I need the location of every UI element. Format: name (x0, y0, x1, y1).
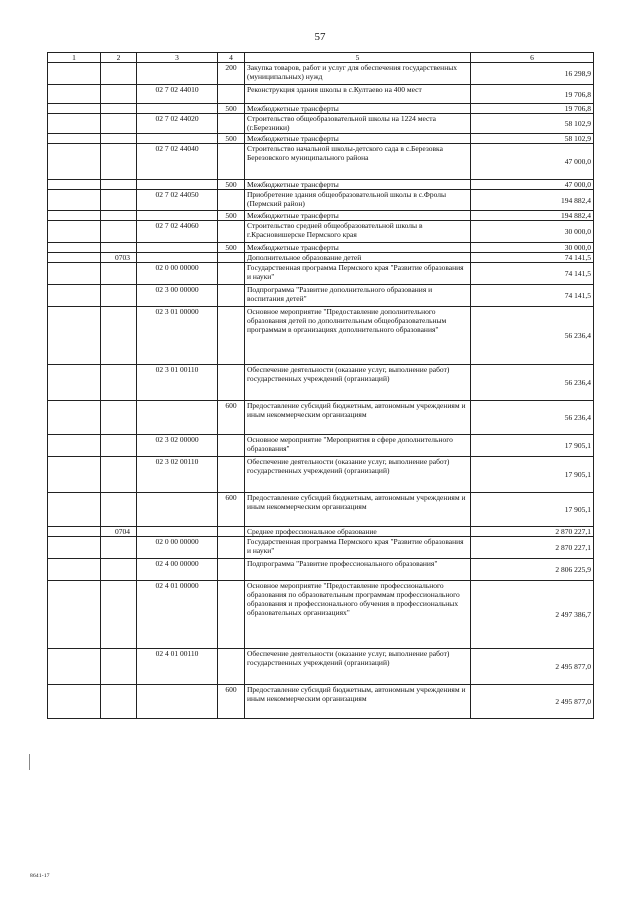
section-code-cell (101, 190, 137, 211)
expense-type-cell (218, 114, 245, 134)
section-code-cell (101, 211, 137, 221)
table-row (48, 263, 594, 285)
amount-cell: 194 882,4 (471, 211, 594, 221)
target-article-cell: 02 0 00 00000 (137, 263, 218, 285)
table-row (48, 221, 594, 243)
description-cell: Закупка товаров, работ и услуг для обеспечения государственных (муниципальных) нужд (245, 63, 471, 85)
description-cell: Предоставление субсидий бюджетным, автономным учреждениям и иным некоммерческим организациям (245, 401, 471, 435)
col-1-cell (48, 435, 101, 457)
section-code-cell (101, 104, 137, 114)
target-article-cell (137, 243, 218, 253)
target-article-cell: 02 3 02 00110 (137, 457, 218, 493)
expense-type-cell (218, 435, 245, 457)
target-article-cell: 02 7 02 44010 (137, 85, 218, 104)
amount-cell: 30 000,0 (471, 243, 594, 253)
col-1-cell (48, 537, 101, 559)
expense-type-cell (218, 253, 245, 263)
section-code-cell (101, 243, 137, 253)
table-row (48, 307, 594, 365)
section-code-cell (101, 263, 137, 285)
col-1-cell (48, 649, 101, 685)
amount-cell: 47 000,0 (471, 180, 594, 190)
target-article-cell (137, 685, 218, 719)
description-cell: Среднее профессиональное образование (245, 527, 471, 537)
section-code-cell (101, 493, 137, 527)
table-row (48, 134, 594, 144)
amount-cell: 2 497 386,7 (471, 581, 594, 649)
description-cell: Обеспечение деятельности (оказание услуг, выполнение работ) государственных учреждений (организаций) (245, 365, 471, 401)
expense-type-cell: 500 (218, 180, 245, 190)
col-1-cell (48, 527, 101, 537)
col-1-cell (48, 144, 101, 180)
table-row (48, 457, 594, 493)
table-row (48, 243, 594, 253)
expense-type-cell (218, 263, 245, 285)
description-cell: Государственная программа Пермского края "Развитие образования и науки" (245, 263, 471, 285)
expense-type-cell: 600 (218, 401, 245, 435)
table-row (48, 559, 594, 581)
section-code-cell (101, 144, 137, 180)
amount-cell: 2 870 227,1 (471, 537, 594, 559)
table-row (48, 527, 594, 537)
amount-cell: 58 102,9 (471, 114, 594, 134)
col-1-cell (48, 211, 101, 221)
target-article-cell (137, 63, 218, 85)
amount-cell: 194 882,4 (471, 190, 594, 211)
col-1-cell (48, 180, 101, 190)
col-1-cell (48, 263, 101, 285)
col-1-cell (48, 365, 101, 401)
target-article-cell: 02 7 02 44040 (137, 144, 218, 180)
description-cell: Строительство средней общеобразовательной школы в г.Красновишерске Пермского края (245, 221, 471, 243)
target-article-cell: 02 4 00 00000 (137, 559, 218, 581)
section-code-cell (101, 685, 137, 719)
table-row (48, 190, 594, 211)
target-article-cell (137, 134, 218, 144)
table-row (48, 435, 594, 457)
description-cell: Дополнительное образование детей (245, 253, 471, 263)
col-1-cell (48, 493, 101, 527)
expense-type-cell (218, 190, 245, 211)
section-code-cell: 0703 (101, 253, 137, 263)
section-code-cell (101, 285, 137, 307)
amount-cell: 56 236,4 (471, 401, 594, 435)
target-article-cell (137, 527, 218, 537)
description-cell: Строительство начальной школы-детского сада в с.Березовка Березовского муниципального района (245, 144, 471, 180)
table-row (48, 104, 594, 114)
section-code-cell (101, 365, 137, 401)
target-article-cell (137, 104, 218, 114)
description-cell: Обеспечение деятельности (оказание услуг, выполнение работ) государственных учреждений (организаций) (245, 649, 471, 685)
header-col-4: 4 (218, 53, 245, 63)
target-article-cell (137, 180, 218, 190)
amount-cell: 17 905,1 (471, 493, 594, 527)
section-code-cell (101, 581, 137, 649)
description-cell: Государственная программа Пермского края "Развитие образования и науки" (245, 537, 471, 559)
table-row (48, 211, 594, 221)
header-row (48, 53, 594, 63)
target-article-cell: 02 3 01 00110 (137, 365, 218, 401)
target-article-cell (137, 493, 218, 527)
margin-mark (29, 754, 30, 770)
expense-type-cell (218, 144, 245, 180)
table-row (48, 180, 594, 190)
table-row (48, 144, 594, 180)
description-cell: Основное мероприятие "Предоставление дополнительного образования детей по дополнительным общеобразовательным программам в организациях дополнительного образования" (245, 307, 471, 365)
col-1-cell (48, 134, 101, 144)
description-cell: Реконструкция здания школы в с.Култаево на 400 мест (245, 85, 471, 104)
table-row (48, 114, 594, 134)
amount-cell: 58 102,9 (471, 134, 594, 144)
amount-cell: 74 141,5 (471, 285, 594, 307)
table-row (48, 685, 594, 719)
expense-type-cell: 200 (218, 63, 245, 85)
table-row (48, 649, 594, 685)
table-row (48, 63, 594, 85)
section-code-cell (101, 435, 137, 457)
target-article-cell (137, 211, 218, 221)
expense-type-cell: 500 (218, 134, 245, 144)
expense-type-cell (218, 221, 245, 243)
table-row (48, 537, 594, 559)
amount-cell: 47 000,0 (471, 144, 594, 180)
description-cell: Строительство общеобразовательной школы на 1224 места (г.Березники) (245, 114, 471, 134)
section-code-cell (101, 180, 137, 190)
target-article-cell (137, 401, 218, 435)
description-cell: Предоставление субсидий бюджетным, автономным учреждениям и иным некоммерческим организациям (245, 685, 471, 719)
expense-type-cell (218, 85, 245, 104)
table-row (48, 401, 594, 435)
section-code-cell (101, 307, 137, 365)
section-code-cell (101, 401, 137, 435)
expense-type-cell: 500 (218, 211, 245, 221)
expense-type-cell (218, 285, 245, 307)
expense-type-cell (218, 559, 245, 581)
col-1-cell (48, 63, 101, 85)
amount-cell: 17 905,1 (471, 435, 594, 457)
description-cell: Основное мероприятие "Предоставление профессионального образования по образовательным программам профессионального образования и профессионального обучения в профессиональных образовательных организациях" (245, 581, 471, 649)
target-article-cell: 02 7 02 44020 (137, 114, 218, 134)
amount-cell: 2 870 227,1 (471, 527, 594, 537)
amount-cell: 74 141,5 (471, 263, 594, 285)
description-cell: Межбюджетные трансферты (245, 134, 471, 144)
col-1-cell (48, 85, 101, 104)
col-1-cell (48, 457, 101, 493)
col-1-cell (48, 253, 101, 263)
section-code-cell (101, 559, 137, 581)
page-number: 57 (314, 31, 326, 43)
expense-type-cell (218, 365, 245, 401)
target-article-cell: 02 3 02 00000 (137, 435, 218, 457)
target-article-cell: 02 4 01 00110 (137, 649, 218, 685)
description-cell: Межбюджетные трансферты (245, 180, 471, 190)
budget-table (47, 52, 594, 719)
expense-type-cell (218, 649, 245, 685)
expense-type-cell (218, 581, 245, 649)
section-code-cell (101, 134, 137, 144)
table-row (48, 85, 594, 104)
description-cell: Межбюджетные трансферты (245, 243, 471, 253)
col-1-cell (48, 581, 101, 649)
col-1-cell (48, 114, 101, 134)
expense-type-cell: 500 (218, 104, 245, 114)
amount-cell: 56 236,4 (471, 365, 594, 401)
header-col-6: 6 (471, 53, 594, 63)
expense-type-cell: 600 (218, 493, 245, 527)
section-code-cell: 0704 (101, 527, 137, 537)
description-cell: Предоставление субсидий бюджетным, автономным учреждениям и иным некоммерческим организациям (245, 493, 471, 527)
col-1-cell (48, 221, 101, 243)
header-col-2: 2 (101, 53, 137, 63)
col-1-cell (48, 104, 101, 114)
expense-type-cell (218, 537, 245, 559)
target-article-cell: 02 7 02 44050 (137, 190, 218, 211)
target-article-cell: 02 3 00 00000 (137, 285, 218, 307)
header-col-3: 3 (137, 53, 218, 63)
target-article-cell: 02 7 02 44060 (137, 221, 218, 243)
section-code-cell (101, 649, 137, 685)
table-row (48, 253, 594, 263)
amount-cell: 2 495 877,0 (471, 649, 594, 685)
expense-type-cell (218, 307, 245, 365)
col-1-cell (48, 401, 101, 435)
description-cell: Межбюджетные трансферты (245, 104, 471, 114)
amount-cell: 2 495 877,0 (471, 685, 594, 719)
expense-type-cell: 500 (218, 243, 245, 253)
table-row (48, 581, 594, 649)
amount-cell: 17 905,1 (471, 457, 594, 493)
section-code-cell (101, 63, 137, 85)
section-code-cell (101, 537, 137, 559)
col-1-cell (48, 559, 101, 581)
amount-cell: 56 236,4 (471, 307, 594, 365)
section-code-cell (101, 457, 137, 493)
expense-type-cell (218, 527, 245, 537)
target-article-cell (137, 253, 218, 263)
col-1-cell (48, 285, 101, 307)
amount-cell: 19 706,8 (471, 104, 594, 114)
description-cell: Приобретение здания общеобразовательной школы в с.Фролы (Пермский район) (245, 190, 471, 211)
target-article-cell: 02 3 01 00000 (137, 307, 218, 365)
col-1-cell (48, 307, 101, 365)
description-cell: Обеспечение деятельности (оказание услуг, выполнение работ) государственных учреждений (организаций) (245, 457, 471, 493)
description-cell: Межбюджетные трансферты (245, 211, 471, 221)
section-code-cell (101, 114, 137, 134)
col-1-cell (48, 685, 101, 719)
col-1-cell (48, 190, 101, 211)
table-row (48, 285, 594, 307)
document-code: 8641-17 (30, 873, 50, 879)
header-col-1: 1 (48, 53, 101, 63)
description-cell: Подпрограмма "Развитие профессионального образования" (245, 559, 471, 581)
col-1-cell (48, 243, 101, 253)
table-row (48, 493, 594, 527)
amount-cell: 74 141,5 (471, 253, 594, 263)
amount-cell: 19 706,8 (471, 85, 594, 104)
target-article-cell: 02 4 01 00000 (137, 581, 218, 649)
section-code-cell (101, 221, 137, 243)
table-row (48, 365, 594, 401)
section-code-cell (101, 85, 137, 104)
amount-cell: 30 000,0 (471, 221, 594, 243)
amount-cell: 2 806 225,9 (471, 559, 594, 581)
header-col-5: 5 (245, 53, 471, 63)
amount-cell: 16 298,9 (471, 63, 594, 85)
description-cell: Основное мероприятие "Мероприятия в сфере дополнительного образования" (245, 435, 471, 457)
expense-type-cell: 600 (218, 685, 245, 719)
description-cell: Подпрограмма "Развитие дополнительного образования и воспитания детей" (245, 285, 471, 307)
expense-type-cell (218, 457, 245, 493)
target-article-cell: 02 0 00 00000 (137, 537, 218, 559)
